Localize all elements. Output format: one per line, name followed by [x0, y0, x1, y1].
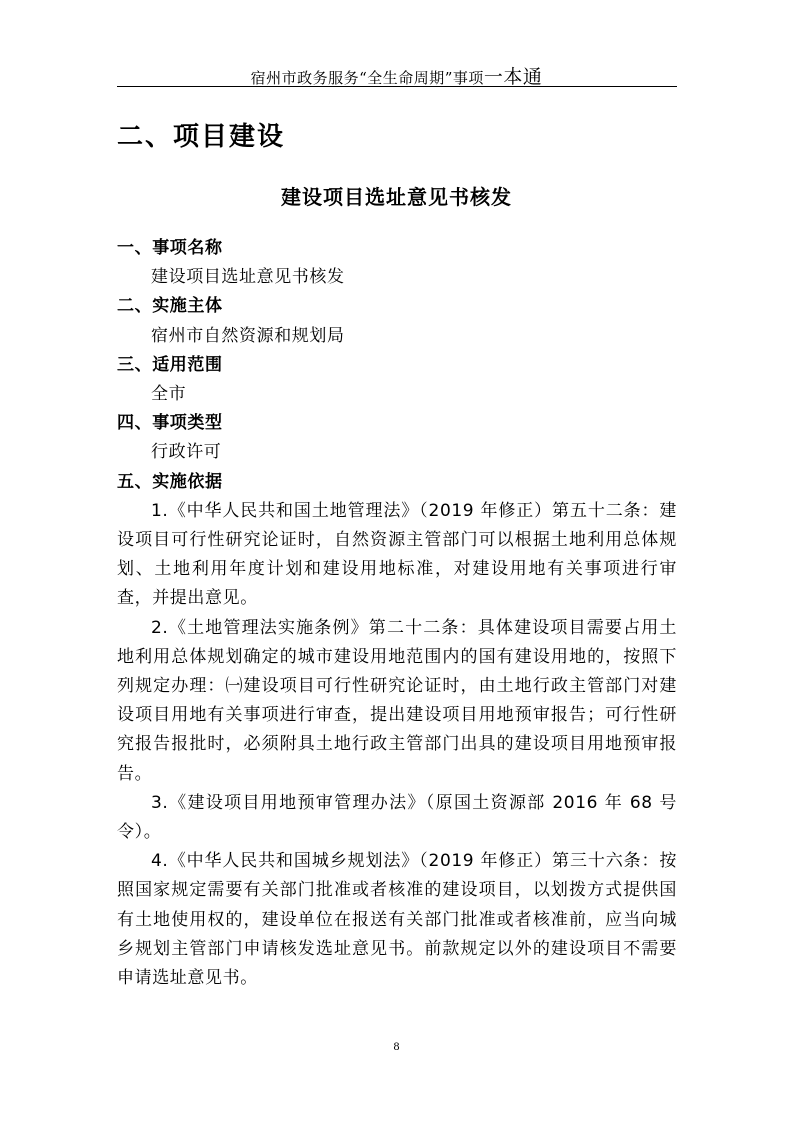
- section-heading-type: 四、事项类型: [117, 413, 223, 434]
- chapter-title: 二、项目建设: [117, 122, 286, 152]
- running-header-title: 宿州市政务服务“全生命周期”事项: [250, 69, 484, 87]
- section-value-name: 建设项目选址意见书核发: [151, 267, 345, 288]
- running-header-suffix: 一本通: [483, 66, 543, 88]
- section-value-type: 行政许可: [151, 442, 222, 463]
- document-body: [117, 234, 677, 993]
- section-heading-name: 一、事项名称: [117, 238, 223, 258]
- basis-paragraph-4: 4.《中华人民共和国城乡规划法》（2019 年修正）第三十六条：按照国家规定需要有关部门批准或者核准的建设项目，以划拨方式提供国有土地使用权的，建设单位在报送有关部门批准或者核准前，应当向城乡规划主管部门申请核发选址意见书。前款规定以外的建设项目不需要申请选址意见书。: [117, 851, 677, 989]
- header-rule: [117, 86, 677, 87]
- running-header: [0, 62, 793, 89]
- basis-paragraph-3: 3.《建设项目用地预审管理办法》（原国土资源部 2016 年 68 号令）。: [117, 792, 677, 843]
- basis-paragraph-1: 1.《中华人民共和国土地管理法》（2019 年修正）第五十二条：建设项目可行性研究论证时，自然资源主管部门可以根据土地利用总体规划、土地利用年度计划和建设用地标准，对建设用地有关事项进行审查，并提出意见。: [117, 500, 677, 609]
- section-heading-scope: 三、适用范围: [117, 354, 223, 375]
- page-number: 8: [393, 1039, 400, 1053]
- section-value-scope: 全市: [151, 384, 187, 405]
- basis-paragraph-2: 2.《土地管理法实施条例》第二十二条：具体建设项目需要占用土地利用总体规划确定的城市建设用地范围内的国有建设用地的，按照下列规定办理：㈠建设项目可行性研究论证时，由土地行政主管部门对建设项目用地有关事项进行审查，提出建设项目用地预审报告；可行性研究报告报批时，必须附具土地行政主管部门出具的建设项目用地预审报告。: [117, 617, 677, 784]
- section-heading-authority: 二、实施主体: [117, 296, 223, 317]
- section-value-authority: 宿州市自然资源和规划局: [151, 325, 345, 346]
- document-title: 建设项目选址意见书核发: [281, 185, 512, 209]
- section-heading-basis: 五、实施依据: [117, 471, 223, 492]
